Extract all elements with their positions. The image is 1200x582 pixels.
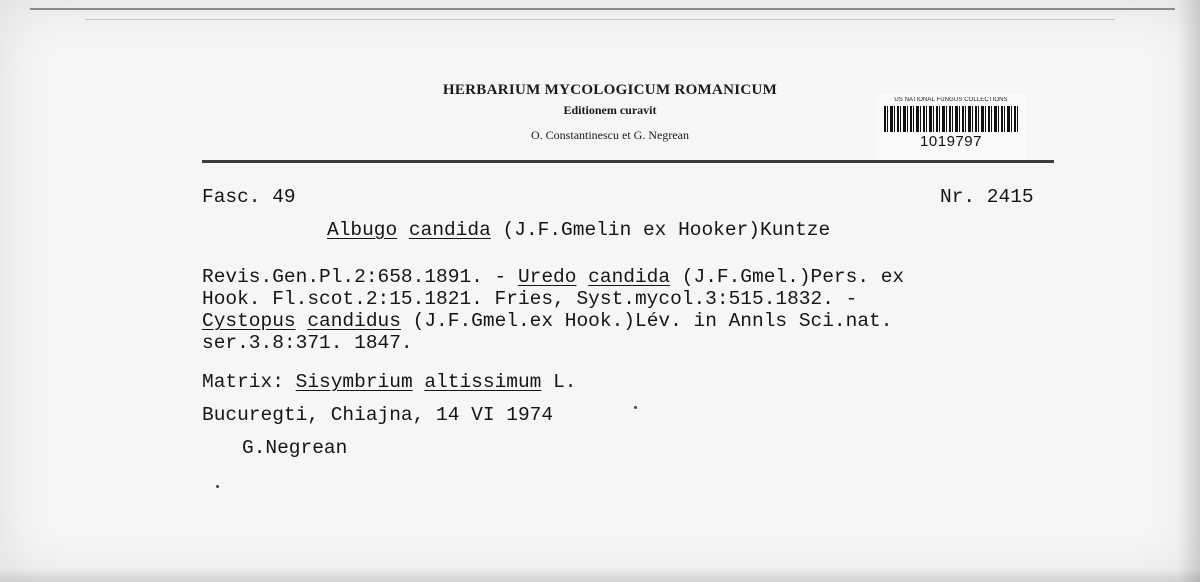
ink-speck [216, 485, 219, 488]
top-border-line-faint [85, 19, 1115, 20]
reference-line4: ser.3.8:371. 1847. [202, 332, 413, 354]
species-name [327, 219, 830, 241]
barcode-icon [884, 106, 1018, 132]
collector-name: G.Negrean [242, 437, 348, 459]
herbarium-title: HERBARIUM MYCOLOGICUM ROMANICUM [442, 82, 778, 98]
synonym-epithet-1: candida [588, 266, 671, 288]
collection-locality: Bucuregti, Chiajna, 14 VI 1974 [202, 404, 554, 426]
host-genus: Sisymbrium [295, 371, 413, 393]
species-genus: Albugo [327, 219, 398, 241]
label-header [400, 82, 820, 143]
scan-edge-shadow [1178, 0, 1200, 582]
reference-citation [202, 266, 904, 354]
barcode-number: 1019797 [920, 133, 982, 150]
synonym-epithet-2: candidus [307, 310, 401, 332]
scan-edge-shadow-bottom [0, 568, 1200, 582]
reference-line3-end: (J.F.Gmel.ex Hook.)Lév. in Annls Sci.nat. [400, 310, 893, 332]
top-border-line [30, 8, 1175, 10]
species-epithet: candida [408, 219, 491, 241]
synonym-genus-2: Cystopus [202, 310, 296, 332]
reference-line2: Hook. Fl.scot.2:15.1821. Fries, Syst.mycol.3:515.1832. - [202, 288, 858, 310]
herbarium-editors: O. Constantinescu et G. Negrean [531, 128, 689, 142]
synonym-genus-1: Uredo [517, 266, 577, 288]
species-authority: (J.F.Gmelin ex Hooker)Kuntze [490, 219, 831, 241]
herbarium-subtitle: Editionem curavit [563, 103, 657, 117]
matrix-prefix: Matrix: [202, 371, 296, 393]
barcode-sticker [876, 94, 1026, 160]
host-matrix [202, 371, 577, 393]
fascicle-number: Fasc. 49 [202, 186, 296, 208]
reference-line1-start: Revis.Gen.Pl.2:658.1891. - [202, 266, 518, 288]
host-authority: L. [541, 371, 577, 393]
ink-speck [634, 406, 637, 409]
host-epithet: altissimum [424, 371, 542, 393]
reference-line1-end: (J.F.Gmel.)Pers. ex [670, 266, 905, 288]
specimen-number: Nr. 2415 [940, 186, 1034, 208]
barcode-caption: US NATIONAL FUNGUS COLLECTIONS [894, 97, 1008, 103]
header-divider [202, 160, 1054, 163]
